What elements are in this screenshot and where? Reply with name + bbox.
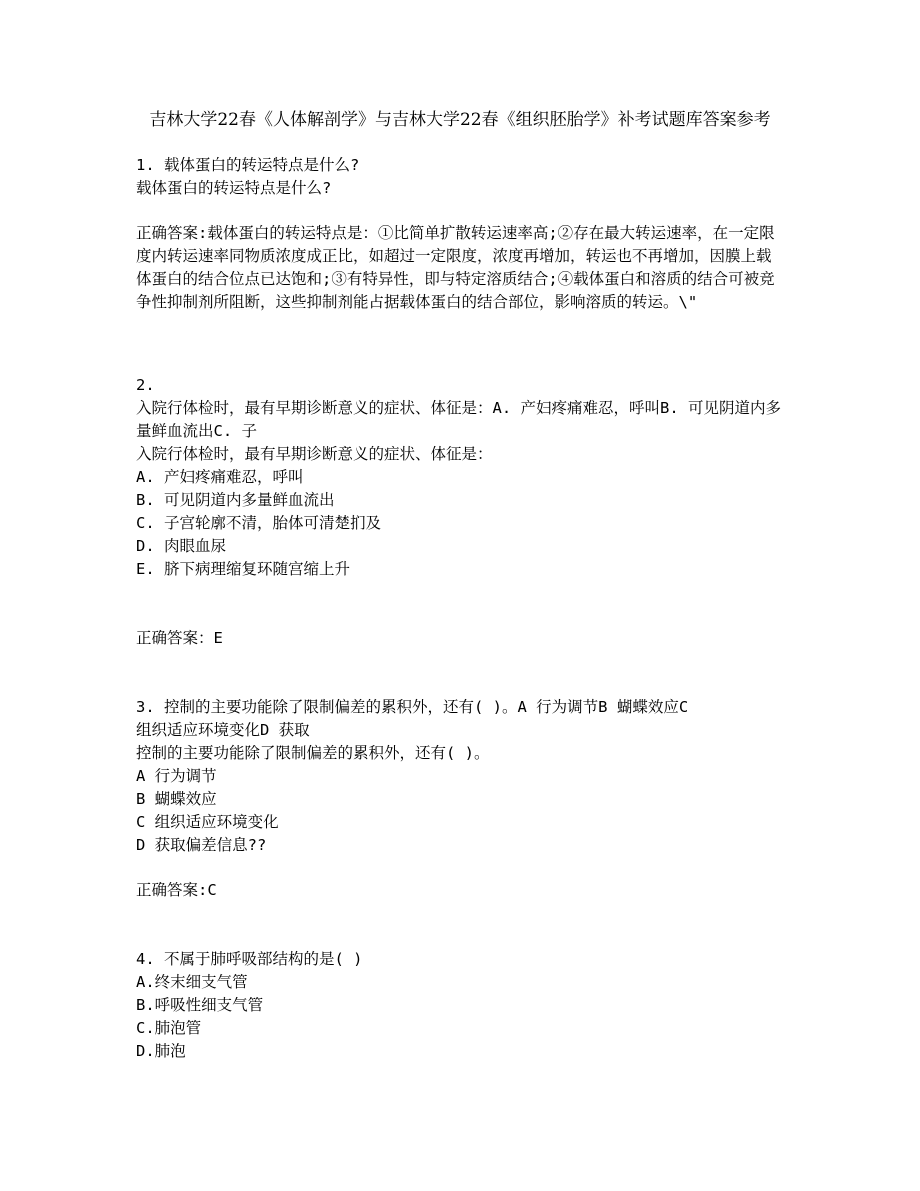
question-stem: 控制的主要功能除了限制偏差的累积外，还有( )。 [136,744,490,762]
question-2 [136,374,786,650]
option-c: C 组织适应环境变化 [136,813,279,831]
option-d: D. 肉眼血尿 [136,537,226,555]
question-4 [136,948,786,1063]
question-1 [136,154,786,314]
document-title: 吉林大学22春《人体解剖学》与吉林大学22春《组织胚胎学》补考试题库答案参考 [149,110,771,130]
option-e: E. 脐下病理缩复环随宫缩上升 [136,560,350,578]
question-number-line: 1. 载体蛋白的转运特点是什么? [136,156,360,174]
question-answer: 正确答案:C [136,881,217,899]
option-b: B. 可见阴道内多量鲜血流出 [136,491,335,509]
question-number-line: 4. 不属于肺呼吸部结构的是( ) [136,950,363,968]
question-3 [136,696,786,902]
document-body [136,154,786,1063]
option-c: C. 子宫轮廓不清，胎体可清楚扪及 [136,514,381,532]
question-summary: 入院行体检时，最有早期诊断意义的症状、体征是：A. 产妇疼痛难忍，呼叫B. 可见阴道内多量鲜血流出C. 子 [136,399,781,440]
question-number-line-continued: 组织适应环境变化D 获取 [136,721,310,739]
question-number-line: 3. 控制的主要功能除了限制偏差的累积外，还有( )。A 行为调节B 蝴蝶效应C [136,698,689,716]
option-b: B.呼吸性细支气管 [136,996,264,1014]
option-d: D.肺泡 [136,1042,186,1060]
question-stem: 载体蛋白的转运特点是什么? [136,179,332,197]
option-d: D 获取偏差信息?? [136,836,267,854]
option-a: A. 产妇疼痛难忍，呼叫 [136,468,304,486]
question-stem: 入院行体检时，最有早期诊断意义的症状、体征是： [136,445,493,463]
option-c: C.肺泡管 [136,1019,202,1037]
option-a: A 行为调节 [136,767,217,785]
option-a: A.终末细支气管 [136,973,248,991]
question-answer: 正确答案：E [136,629,223,647]
question-answer: 正确答案:载体蛋白的转运特点是：①比简单扩散转运速率高;②存在最大转运速率，在一定限度内转运速率同物质浓度成正比，如超过一定限度，浓度再增加，转运也不再增加，因膜上载体蛋白的结合位点已达饱和;③有特异性，即与特定溶质结合;④载体蛋白和溶质的结合可被竞争性抑制剂所阻断，这些抑制剂能占据载体蛋白的结合部位，影响溶质的转运。\" [136,224,775,311]
option-b: B 蝴蝶效应 [136,790,217,808]
question-number-line: 2. [136,376,155,394]
